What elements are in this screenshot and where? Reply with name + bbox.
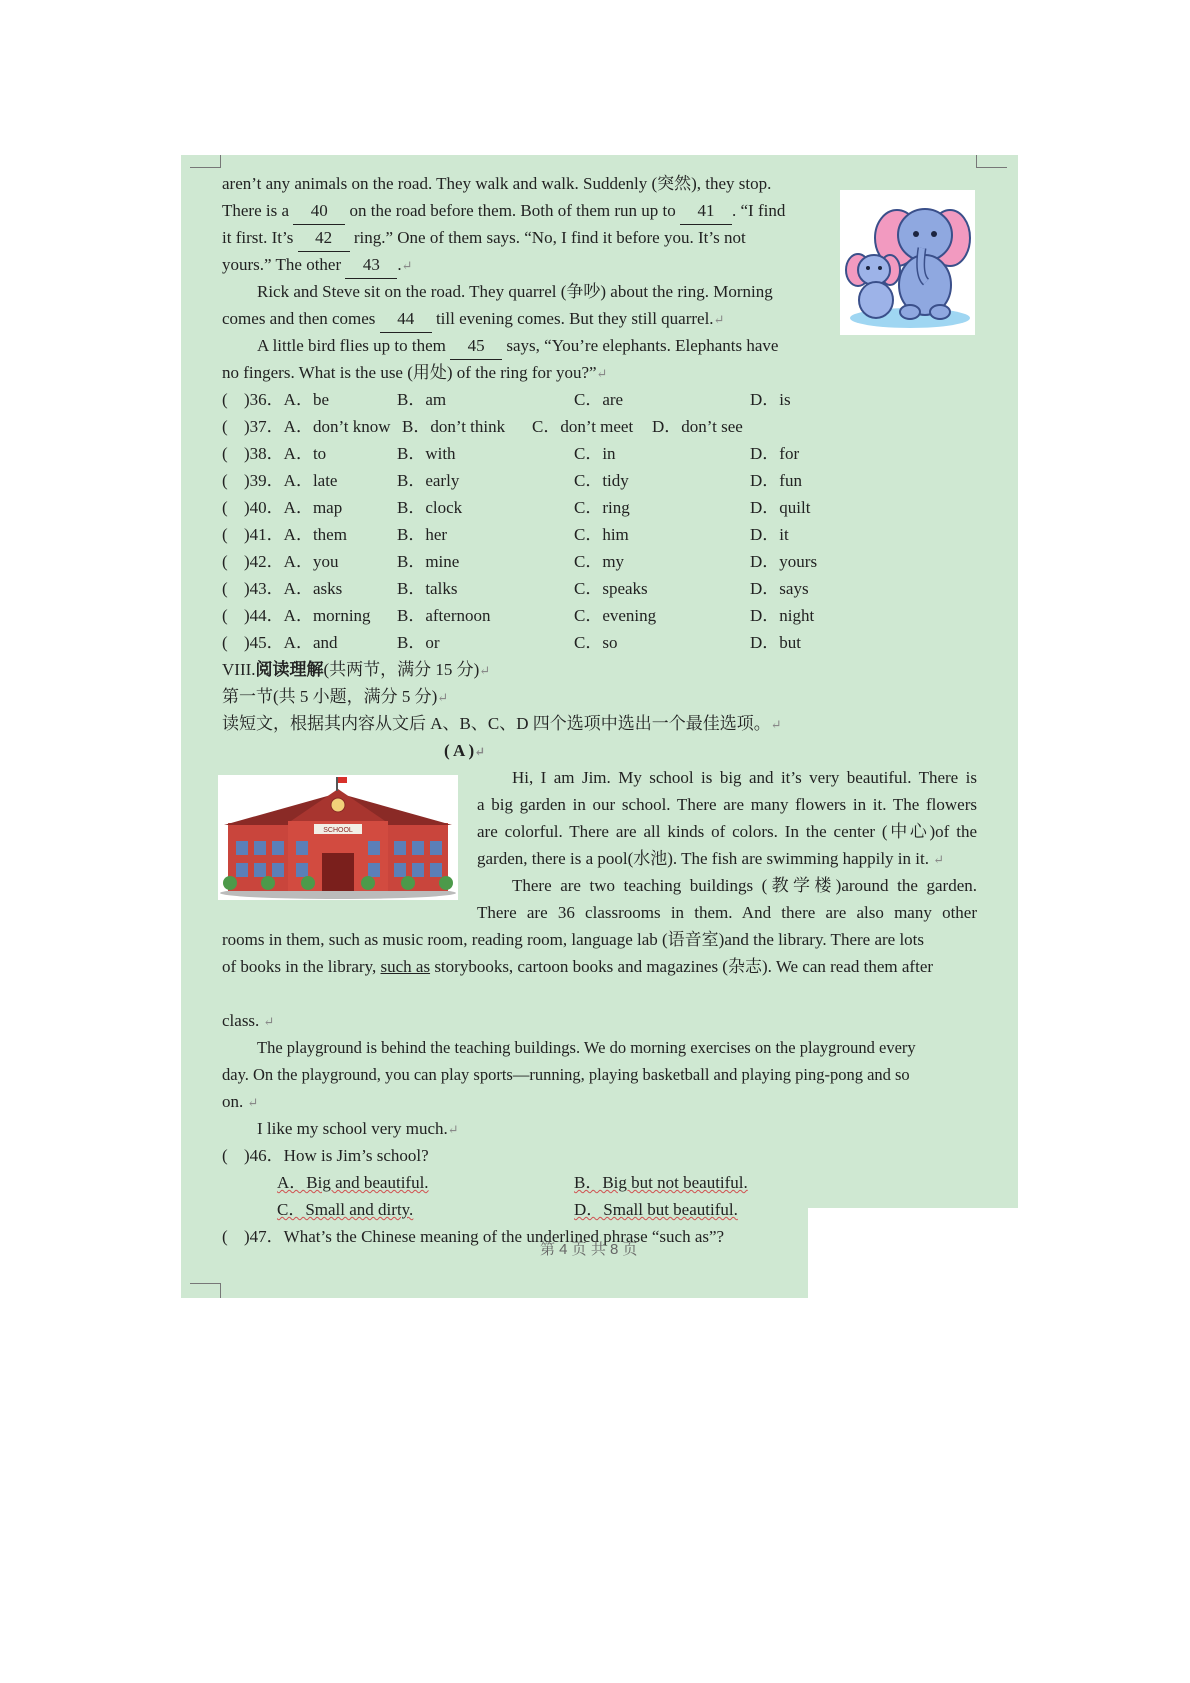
return-mark: ↵ <box>770 717 782 732</box>
text: on the road before them. Both of them run up to <box>345 201 681 220</box>
part-label <box>444 737 485 765</box>
cloze-line-5: Rick and Steve sit on the road. They quarrel (争吵) about the ring. Morning <box>257 282 773 301</box>
return-mark: ↵ <box>479 663 491 678</box>
text: yours.” The other <box>222 255 346 274</box>
option-c[interactable]: C．don’t meet <box>532 417 634 436</box>
option-d[interactable]: D．but <box>750 633 801 652</box>
school-sign-text: SCHOOL <box>323 827 353 834</box>
question-number-option-a[interactable]: )38．A．to <box>244 444 327 463</box>
text: on. <box>222 1092 244 1111</box>
text: I like my school very much. <box>257 1119 448 1138</box>
answer-paren[interactable]: ( <box>222 606 228 625</box>
text: 第一节(共 5 小题，满分 5 分) <box>222 687 438 706</box>
reading-p1-line2: a big garden in our school. There are many flowers in it. The flowers <box>477 795 977 814</box>
q46-option-a[interactable]: A．Big and beautiful. <box>277 1173 429 1192</box>
question-number-option-a[interactable]: )45．A．and <box>244 633 338 652</box>
elephants-illustration <box>840 190 975 335</box>
text: says, “You’re elephants. Elephants have <box>502 336 779 355</box>
crop-mark-top-left <box>190 155 221 168</box>
return-mark: ↵ <box>247 1095 259 1110</box>
option-b[interactable]: B．talks <box>397 579 458 598</box>
answer-paren[interactable]: ( <box>222 471 228 490</box>
heading-bold: 阅读理解 <box>255 660 324 679</box>
crop-mark-bottom-left <box>190 1283 221 1298</box>
reading-p2-line4 <box>222 953 933 980</box>
option-c[interactable]: C．so <box>574 633 618 652</box>
q46-stem: )46．How is Jim’s school? <box>244 1146 429 1165</box>
q47-stem: )47．What’s the Chinese meaning of the underlined phrase “such as”? <box>244 1227 725 1246</box>
cloze-line-3 <box>222 224 746 252</box>
option-c[interactable]: C．speaks <box>574 579 648 598</box>
reading-p1-line4 <box>477 845 944 873</box>
blank-45: 45 <box>450 332 502 360</box>
text: till evening comes. But they still quarrel. <box>431 309 714 328</box>
option-d[interactable]: D．it <box>750 525 789 544</box>
reading-p2-line1: There are two teaching buildings (教学楼)around the garden. <box>512 876 977 895</box>
question-number-option-a[interactable]: )43．A．asks <box>244 579 343 598</box>
option-c[interactable]: C．him <box>574 525 629 544</box>
return-mark: ↵ <box>401 258 413 273</box>
blank-41: 41 <box>680 197 732 225</box>
reading-p3-line2: day. On the playground, you can play sports—running, playing basketball and playing ping-pong and so <box>222 1065 910 1084</box>
blank-40: 40 <box>293 197 345 225</box>
option-b[interactable]: B．mine <box>397 552 460 571</box>
return-mark: ↵ <box>713 312 725 327</box>
cloze-line-6 <box>222 305 724 333</box>
text: 读短文，根据其内容从文后 A、B、C、D 四个选项中选出一个最佳选项。 <box>222 714 771 733</box>
option-d[interactable]: D．quilt <box>750 498 811 517</box>
q46-option-d[interactable]: D．Small but beautiful. <box>574 1200 738 1219</box>
option-b[interactable]: B．or <box>397 633 440 652</box>
reading-p3-line1: The playground is behind the teaching buildings. We do morning exercises on the playground every <box>257 1038 916 1057</box>
option-b[interactable]: B．early <box>397 471 460 490</box>
reading-p1-line1: Hi, I am Jim. My school is big and it’s very beautiful. There is <box>512 768 977 787</box>
option-b[interactable]: B．afternoon <box>397 606 491 625</box>
text: . “I find <box>732 201 786 220</box>
text: garden, there is a pool(水池). The fish are swimming happily in it. <box>477 849 929 868</box>
cloze-line-4 <box>222 251 413 279</box>
option-b[interactable]: B．with <box>397 444 456 463</box>
cloze-line-2 <box>222 197 785 225</box>
option-b[interactable]: B．am <box>397 390 447 409</box>
underlined-phrase-such-as: such as <box>380 957 431 976</box>
option-c[interactable]: C．evening <box>574 606 657 625</box>
option-d[interactable]: D．for <box>750 444 800 463</box>
question-number-option-a[interactable]: )37．A．don’t know <box>244 417 391 436</box>
return-mark: ↵ <box>437 690 449 705</box>
reading-p2-line5 <box>222 1007 274 1035</box>
text: . <box>397 255 402 274</box>
return-mark: ↵ <box>447 1122 459 1137</box>
option-c[interactable]: C．tidy <box>574 471 629 490</box>
text: A little bird flies up to them <box>257 336 451 355</box>
question-number-option-a[interactable]: )41．A．them <box>244 525 347 544</box>
q46-option-c[interactable]: C．Small and dirty. <box>277 1200 414 1219</box>
option-c[interactable]: C．my <box>574 552 625 571</box>
crop-mark-top-right <box>976 155 1007 168</box>
answer-paren[interactable]: ( <box>222 498 228 517</box>
option-d[interactable]: D．is <box>750 390 791 409</box>
answer-paren[interactable]: ( <box>222 390 228 409</box>
section-subheading <box>222 683 448 711</box>
question-number-option-a[interactable]: )42．A．you <box>244 552 339 571</box>
cloze-line-8 <box>222 359 607 387</box>
text: storybooks, cartoon books and magazines (杂志). We can read them after <box>430 957 934 976</box>
text: rooms in them, such as music room, reading room, language lab (语音室)and the library. There are lots <box>222 930 925 949</box>
option-d[interactable]: D．says <box>750 579 809 598</box>
return-mark: ↵ <box>474 744 486 759</box>
answer-paren[interactable]: ( <box>222 525 228 544</box>
reading-p2-line3 <box>222 926 977 953</box>
heading-rest: (共两节，满分 15 分) <box>323 660 480 679</box>
answer-paren[interactable]: ( <box>222 579 228 598</box>
section-instruction <box>222 710 782 738</box>
question-number-option-a[interactable]: )36．A．be <box>244 390 329 409</box>
blank-44: 44 <box>380 305 432 333</box>
text: of books in the library, <box>222 957 381 976</box>
reading-p3-line3 <box>222 1088 258 1116</box>
option-c[interactable]: C．are <box>574 390 624 409</box>
option-d[interactable]: D．don’t see <box>652 417 743 436</box>
paren: ( <box>222 1227 228 1246</box>
paren: ( <box>222 1146 228 1165</box>
answer-paren[interactable]: ( <box>222 633 228 652</box>
option-d[interactable]: D．fun <box>750 471 802 490</box>
question-number-option-a[interactable]: )40．A．map <box>244 498 343 517</box>
text: class. <box>222 1011 260 1030</box>
blank-43: 43 <box>345 251 397 279</box>
text: There is a <box>222 201 294 220</box>
reading-p1-line3: are colorful. There are all kinds of colors. In the center (中心)of the <box>477 822 977 841</box>
option-b[interactable]: B．clock <box>397 498 463 517</box>
heading-prefix: VIII. <box>222 660 256 679</box>
question-number-option-a[interactable]: )44．A．morning <box>244 606 371 625</box>
cloze-line-1: aren’t any animals on the road. They walk and walk. Suddenly (突然), they stop. <box>222 174 772 193</box>
return-mark: ↵ <box>933 852 945 867</box>
option-d[interactable]: D．night <box>750 606 815 625</box>
option-c[interactable]: C．in <box>574 444 616 463</box>
answer-paren[interactable]: ( <box>222 444 228 463</box>
option-c[interactable]: C．ring <box>574 498 630 517</box>
text: it first. It’s <box>222 228 298 247</box>
page-footer: 第 4 页 共 8 页 <box>540 1241 638 1258</box>
reading-p2-line2: There are 36 classrooms in them. And there are also many other <box>477 903 977 922</box>
return-mark: ↵ <box>596 366 608 381</box>
answer-paren[interactable]: ( <box>222 552 228 571</box>
return-mark: ↵ <box>263 1014 275 1029</box>
option-d[interactable]: D．yours <box>750 552 818 571</box>
blank-42: 42 <box>298 224 350 252</box>
school-illustration <box>218 775 458 900</box>
text: no fingers. What is the use (用处) of the ring for you?” <box>222 363 597 382</box>
reading-p4 <box>257 1115 459 1143</box>
q46-option-b[interactable]: B．Big but not beautiful. <box>574 1173 748 1192</box>
answer-paren[interactable]: ( <box>222 417 228 436</box>
text: ring.” One of them says. “No, I find it before you. It’s not <box>349 228 746 247</box>
text: ( A ) <box>444 741 475 760</box>
cloze-line-7 <box>257 332 778 360</box>
text: comes and then comes <box>222 309 380 328</box>
option-b[interactable]: B．don’t think <box>402 417 506 436</box>
section-heading <box>222 656 490 684</box>
question-number-option-a[interactable]: )39．A．late <box>244 471 338 490</box>
option-b[interactable]: B．her <box>397 525 448 544</box>
